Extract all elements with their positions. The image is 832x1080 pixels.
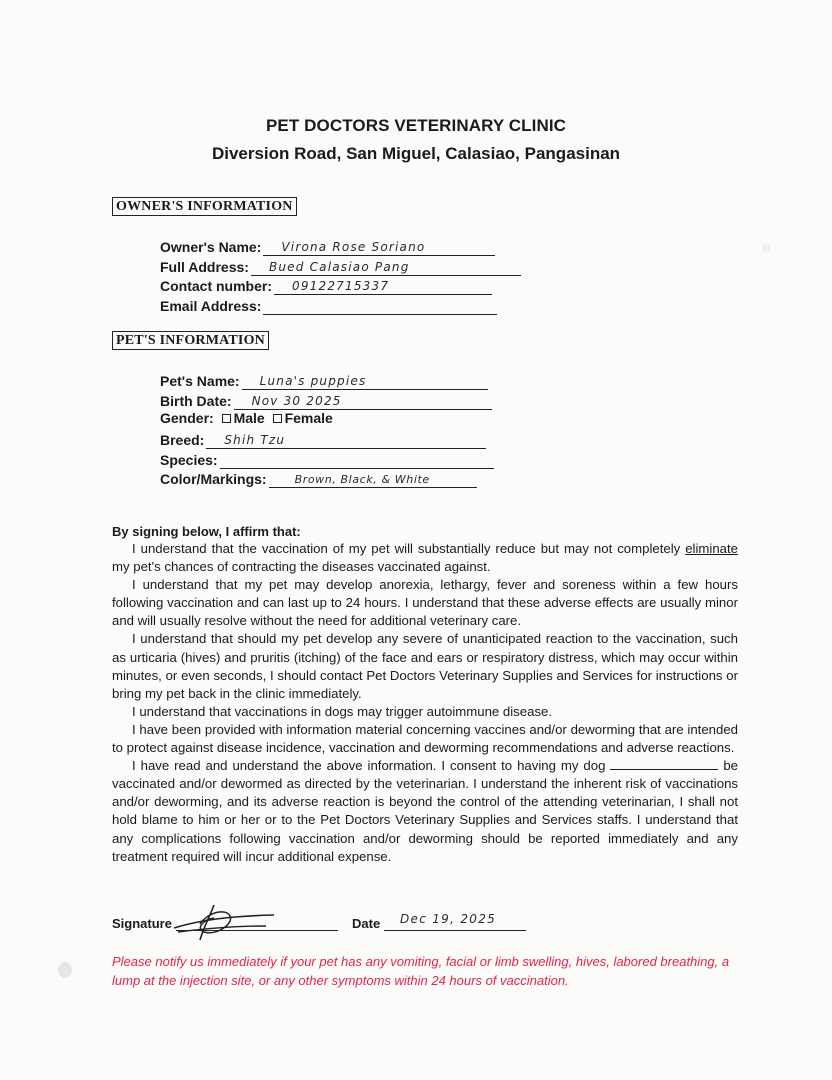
- paper-speck: [762, 244, 770, 252]
- pet-species-field[interactable]: [160, 449, 494, 469]
- affirmation-paragraph-5: I have been provided with information material concerning vaccines and/or deworming that are intended to protect against disease incidence, vaccination and deworming recommendations and adverse reactions.: [112, 721, 738, 756]
- p1-text-b: my pet's chances of contracting the diseases vaccinated against.: [112, 559, 491, 575]
- female-checkbox[interactable]: [273, 414, 282, 423]
- pet-color-label: Color/Markings:: [160, 471, 267, 487]
- owner-name-line[interactable]: [263, 237, 495, 256]
- clinic-address: Diversion Road, San Miguel, Calasiao, Pangasinan: [211, 144, 621, 163]
- affirmation-paragraph-1: [112, 540, 738, 576]
- pet-breed-label: Breed:: [160, 432, 205, 448]
- pet-color-field[interactable]: [160, 468, 477, 488]
- pet-color-value: Brown, Black, & White: [294, 473, 430, 486]
- owner-name-field[interactable]: [160, 236, 495, 256]
- owner-name-value: Virona Rose Soriano: [281, 240, 426, 254]
- pet-gender-field: [160, 410, 333, 426]
- pet-species-line[interactable]: [220, 450, 494, 469]
- affirmation-paragraph-6: [112, 757, 738, 866]
- p6-text-a: I have read and understand the above information. I consent to having my dog: [132, 758, 611, 774]
- p1-text-a: I understand that the vaccination of my pet will substantially reduce but may not completely: [132, 541, 686, 556]
- owner-address-line[interactable]: [251, 257, 521, 276]
- pet-name-value: Luna's puppies: [259, 374, 367, 388]
- owner-section-title: OWNER'S INFORMATION: [112, 197, 297, 216]
- paper-smudge: [58, 962, 72, 978]
- owner-contact-line[interactable]: [274, 276, 492, 295]
- pet-color-line[interactable]: [269, 469, 477, 488]
- pet-birthdate-value: Nov 30 2025: [251, 394, 342, 408]
- owner-contact-label: Contact number:: [160, 278, 272, 294]
- pet-breed-field[interactable]: [160, 429, 486, 449]
- owner-address-label: Full Address:: [160, 259, 249, 275]
- affirmation-body: [112, 540, 738, 866]
- male-checkbox[interactable]: [222, 414, 231, 423]
- affirmation-paragraph-4: I understand that vaccinations in dogs may trigger autoimmune disease.: [132, 703, 553, 719]
- owner-email-line[interactable]: [263, 296, 497, 315]
- owner-address-value: Bued Calasiao Pang: [268, 260, 410, 274]
- affirmation-heading: By signing below, I affirm that:: [112, 524, 301, 539]
- pet-species-label: Species:: [160, 452, 218, 468]
- pet-breed-value: Shih Tzu: [224, 433, 286, 447]
- pet-section-title: PET'S INFORMATION: [112, 331, 269, 350]
- pet-breed-line[interactable]: [206, 430, 486, 449]
- owner-name-label: Owner's Name:: [160, 239, 262, 255]
- p6-text-b: be vaccinated and/or dewormed as directed by the veterinarian. I understand the inherent risk of vaccinations and/or deworming, and its adverse reaction is beyond the control of the attending veterinarian, I shall not hold blame to him or her or to the Pet Doctors Veterinary Supplies and Services staffs. I understand that any complications following vaccination and/or deworming should be reported immediately and any treatment required will incur additional expense.: [112, 758, 738, 864]
- pet-name-field[interactable]: [160, 370, 488, 390]
- dog-name-blank[interactable]: [610, 757, 718, 770]
- pet-birthdate-line[interactable]: [234, 391, 492, 410]
- owner-contact-value: 09122715337: [292, 279, 390, 293]
- pet-name-label: Pet's Name:: [160, 373, 240, 389]
- male-option-label: Male: [233, 410, 265, 426]
- affirmation-paragraph-3: I understand that should my pet develop any severe of unanticipated reaction to the vaccination, such as urticaria (hives) and pruritis (itching) of the face and ears or respiratory distress, which may occur within minutes, or even seconds, I should contact Pet Doctors Veterinary Supplies and Services for instructions or bring my pet back in the clinic immediately.: [112, 631, 738, 701]
- owner-contact-field[interactable]: [160, 275, 492, 295]
- post-vaccination-notice: Please notify us immediately if your pet has any vomiting, facial or limb swelling, hives, labored breathing, a lump at the injection site, or any other symptoms within 24 hours of vaccination.: [112, 954, 730, 988]
- owner-email-label: Email Address:: [160, 298, 262, 314]
- owner-address-field[interactable]: [160, 256, 521, 276]
- female-option-label: Female: [284, 410, 333, 426]
- pet-gender-label: Gender:: [160, 410, 214, 426]
- date-line[interactable]: [384, 930, 526, 931]
- pet-name-line[interactable]: [242, 371, 488, 390]
- clinic-name: PET DOCTORS VETERINARY CLINIC: [265, 116, 567, 135]
- date-value: Dec 19, 2025: [400, 912, 497, 926]
- signature-label: Signature: [112, 916, 172, 931]
- pet-birthdate-label: Birth Date:: [160, 393, 232, 409]
- date-label: Date: [352, 916, 381, 931]
- p1-underlined-word: eliminate: [685, 541, 738, 556]
- owner-email-field[interactable]: [160, 295, 497, 315]
- handwritten-signature: [170, 902, 280, 944]
- affirmation-paragraph-2: I understand that my pet may develop anorexia, lethargy, fever and soreness within a few hours following vaccination and can last up to 24 hours. I understand that these adverse effects are usually minor and will usually resolve without the need for additional veterinary care.: [112, 577, 738, 629]
- pet-birthdate-field[interactable]: [160, 390, 492, 410]
